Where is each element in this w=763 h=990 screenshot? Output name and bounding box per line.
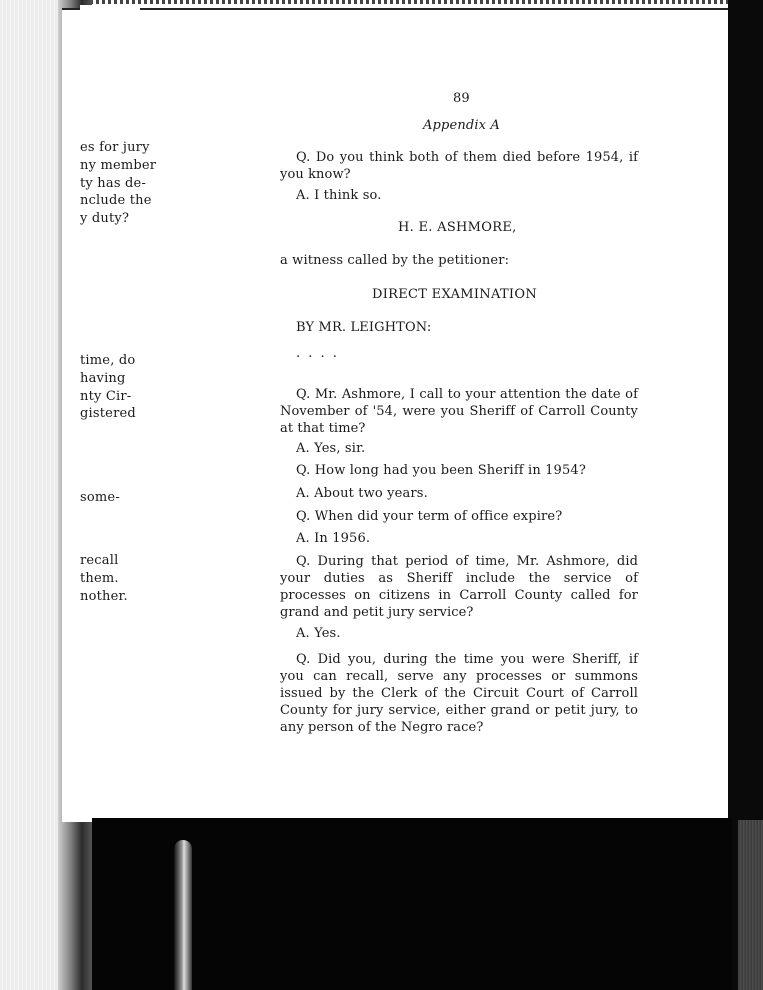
answer-line: A. Yes. (296, 626, 341, 641)
margin-fragment: ny member (80, 158, 157, 173)
margin-fragment: having (80, 371, 126, 386)
scan-background-left (0, 0, 58, 990)
running-head: Appendix A (423, 118, 500, 133)
margin-fragment: es for jury (80, 140, 150, 155)
witness-intro: a witness called by the petitioner: (280, 253, 510, 268)
witness-name: H. E. ASHMORE, (398, 220, 517, 235)
question-paragraph: Q. Mr. Ashmore, I call to your attention the date of November of '54, were you Sheriff of Carroll County at that time? (280, 387, 638, 436)
margin-fragment: them. (80, 571, 119, 586)
question-paragraph: Q. During that period of time, Mr. Ashmore, did your duties as Sheriff include the service of processes on citizens in Carroll County called for grand and petit jury service? (280, 554, 638, 620)
margin-fragment: gistered (80, 406, 136, 421)
section-heading: DIRECT EXAMINATION (372, 287, 537, 302)
answer-line: A. I think so. (296, 188, 382, 203)
answer-line: A. About two years. (296, 486, 428, 501)
question-paragraph: Q. Did you, during the time you were Sheriff, if you can recall, serve any processes or summons issued by the Clerk of the Circuit Court of Carroll County for jury service, either grand or petit jury, to any person of the Negro race? (280, 652, 638, 735)
examiner-line: BY MR. LEIGHTON: (296, 320, 432, 335)
margin-fragment: recall (80, 553, 119, 568)
margin-fragment: nclude the (80, 193, 152, 208)
margin-fragment: nty Cir- (80, 389, 132, 404)
question-paragraph: Q. Do you think both of them died before 1954, if you know? (280, 150, 638, 182)
question-line: Q. When did your term of office expire? (296, 509, 563, 524)
margin-fragment: some- (80, 490, 120, 505)
scan-top-edge (0, 0, 763, 4)
question-line: Q. How long had you been Sheriff in 1954? (296, 463, 586, 478)
page-number: 89 (453, 91, 470, 106)
ellipsis: . . . . (296, 346, 339, 361)
margin-fragment: nother. (80, 589, 128, 604)
margin-fragment: time, do (80, 353, 136, 368)
margin-fragment: y duty? (80, 211, 130, 226)
answer-line: A. In 1956. (296, 531, 371, 546)
answer-line: A. Yes, sir. (296, 441, 366, 456)
page-fold-shadow (174, 840, 192, 990)
margin-fragment: ty has de- (80, 176, 147, 191)
scan-noise (738, 820, 763, 990)
